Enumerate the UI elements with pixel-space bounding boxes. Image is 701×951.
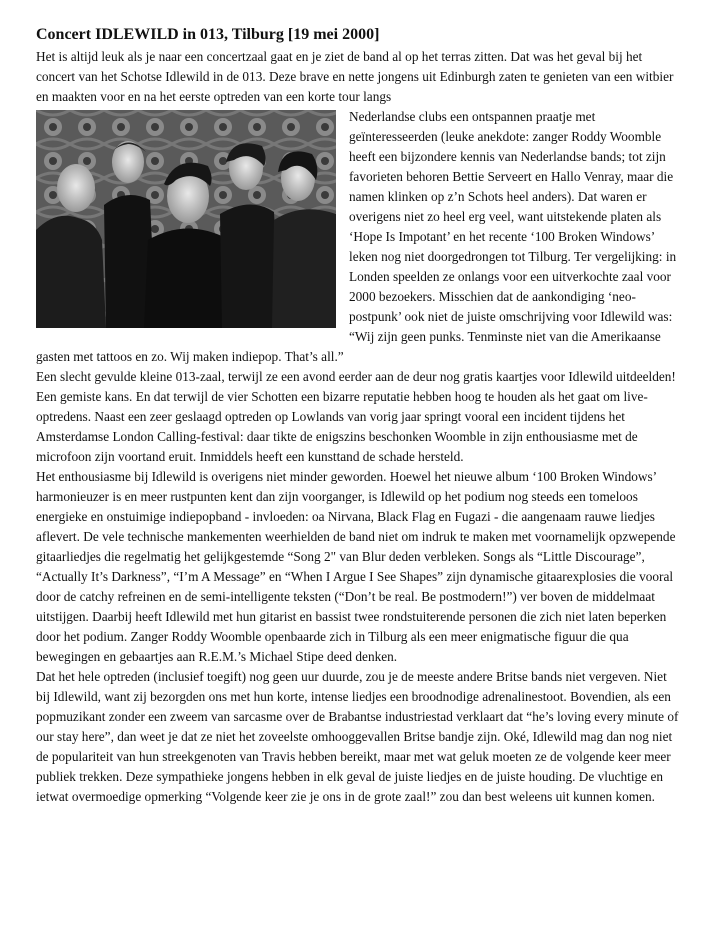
article-title: Concert IDLEWILD in 013, Tilburg [19 mei 2000] bbox=[36, 26, 380, 43]
paragraph-1-intro: Het is altijd leuk als je naar een concertzaal gaat en je ziet de band al op het terras zitten. Dat was het geval bij het concert van het Schotse Idlewild in de 013. Deze brave en nette jongens uit Edinburgh zaten te genieten van een witbier en maakten voor en na het eerste optreden van een korte tour langs bbox=[36, 49, 674, 104]
paragraph-1-continued: Nederlandse clubs een ontspannen praatje met geïnteresseerden (leuke anekdote: zanger Roddy Woomble heeft een bijzondere kennis van Nederlandse bands; tot zijn favorieten behoren Bettie Serveert en Hallo Venray, maar die namen klinken op z’n Schots heel anders). Dat waren er overigens niet zo heel erg veel, want uitstekende platen als ‘Hope Is Impotant’ en het recente ‘100 Broken Windows’ leken nog niet doorgedrongen tot Tilburg. Ter vergelijking: in Londen speelden ze onlangs voor een uitverkochte zaal voor 2000 bezoekers. Misschien dat de aankondiging ‘neo-postpunk’ ook niet de juiste omschrijving voor Idlewild was: “Wij zijn geen punks. Tenminste niet van die Amerikaanse gasten met tattoos en zo. Wij maken indiepop. That’s all.” bbox=[36, 109, 677, 364]
paragraph-3: Het enthousiasme bij Idlewild is overigens niet minder geworden. Hoewel het nieuwe album ‘100 Broken Windows’ harmonieuzer is en meer rustpunten kent dan zijn voorganger, is Idlewild op het podium nog steeds een tomeloos energieke en onstuimige indiepopband - invloeden: oa Nirvana, Black Flag en Fugazi - die aangenaam rauwe liedjes aflevert. De vele technische mankementen weerhielden de band niet om indruk te maken met voornamelijk opzwepende gitaarliedjes die regelmatig het gelijkgestemde “Song 2" van Blur deden verbleken. Songs als “Little Discourage”, “Actually It’s Darkness”, “I’m A Message” en “When I Argue I See Shapes” zijn dynamische gitaarexplosies die vooral door de catchy refreinen en de semi-intelligente teksten (“Don’t be real. Be postmodern!”) ver boven de middelmaat uitstijgen. Daarbij heeft Idlewild met hun gitarist en bassist twee rondstuiterende personen die zich niet laten beperken door het podium. Zanger Roddy Woomble openbaarde zich in Tilburg als een meer enigmatische figuur die qua bewegingen en gebaartjes aan R.E.M.’s Michael Stipe deed denken. bbox=[36, 469, 676, 664]
paragraph-4: Dat het hele optreden (inclusief toegift) nog geen uur duurde, zou je de meeste andere Britse bands niet vergeven. Niet bij Idlewild, want zij bezorgden ons met hun korte, intense liedjes een broodnodige adrenalinestoot. Bovendien, als een popmuzikant zonder een zweem van sarcasme over de Brabantse industriestad verklaart dat “he’s loving every minute of our stay here”, dan weet je dat ze niet het zoveelste omhooggevallen Britse bandje zijn. Oké, Idlewild mag dan nog niet de populariteit van hun streekgenoten van Travis hebben bereikt, maar met wat geluk moeten ze de volgende keer meer publiek trekken. Deze sympathieke jongens hebben in elk geval de juiste liedjes en de juiste houding. De vluchtige en ietwat overmoedige opmerking “Volgende keer zie je ons in de grote zaal!” zou dan best weleens uit kunnen komen. bbox=[36, 669, 679, 804]
band-photo-icon bbox=[36, 110, 336, 328]
paragraph-2: Een slecht gevulde kleine 013-zaal, terwijl ze een avond eerder aan de deur nog gratis kaartjes voor Idlewild uitdeelden! Een gemiste kans. En dat terwijl de vier Schotten een bizarre reputatie hebben hoog te houden als het gaat om live-optredens. Naast een zeer geslaagd optreden op Lowlands van vorig jaar springt vooral een incident tijdens het Amsterdamse London Calling-festival: daar tikte de enigszins beschonken Woomble in zijn enthousiasme met de microfoon zijn voortand eruit. Inmiddels heeft een kunsttand de schade hersteld. bbox=[36, 369, 676, 464]
band-photo bbox=[36, 110, 336, 328]
